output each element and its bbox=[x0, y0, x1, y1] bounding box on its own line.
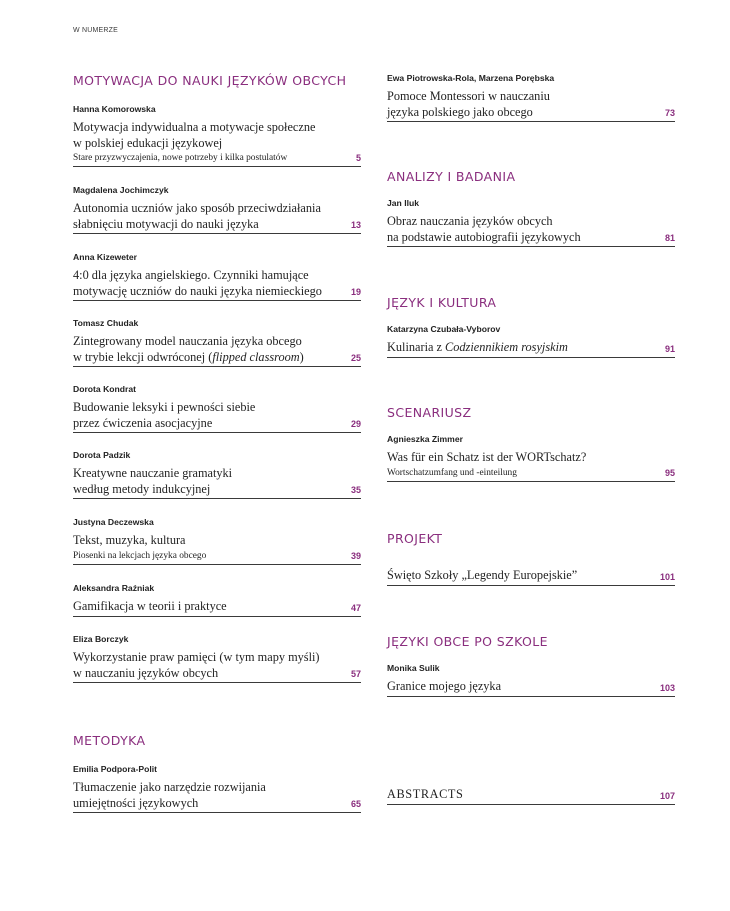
page-number: 57 bbox=[350, 669, 361, 679]
entry-author: Hanna Komorowska bbox=[73, 104, 156, 114]
toc-entry[interactable] bbox=[387, 568, 675, 586]
title-italic: Codziennikiem rosyjskim bbox=[445, 340, 568, 354]
entry-subtitle: Wortschatzumfang und -einteilung bbox=[387, 467, 517, 478]
entry-title-line: Was für ein Schatz ist der WORTschatz? bbox=[387, 450, 587, 464]
entry-title-line: 4:0 dla języka angielskiego. Czynniki hamujące bbox=[73, 268, 309, 282]
entry-title-line: Motywacja indywidualna a motywacje społeczne bbox=[73, 120, 316, 134]
entry-author: Justyna Deczewska bbox=[73, 517, 154, 527]
toc-entry[interactable] bbox=[73, 384, 361, 433]
section-title-metodyka: METODYKA bbox=[73, 733, 146, 748]
entry-title-line: języka polskiego jako obcego bbox=[387, 104, 533, 119]
entry-author: Eliza Borczyk bbox=[73, 634, 129, 644]
entry-title-line: Granice mojego języka bbox=[387, 679, 502, 693]
page-number: 5 bbox=[355, 153, 361, 163]
entry-title-line: umiejętności językowych bbox=[73, 795, 199, 810]
toc-entry[interactable] bbox=[73, 185, 361, 234]
toc-entry[interactable] bbox=[73, 450, 361, 499]
entry-title-line bbox=[73, 350, 333, 366]
page-number: 65 bbox=[350, 799, 361, 809]
entry-title-line: Obraz nauczania języków obcych bbox=[387, 214, 553, 228]
entry-title-line: na podstawie autobiografii językowych bbox=[387, 229, 581, 244]
page-number: 13 bbox=[350, 220, 361, 230]
toc-entry[interactable] bbox=[387, 663, 675, 697]
entry-author: Katarzyna Czubała-Vyborov bbox=[387, 324, 501, 334]
entry-title-line bbox=[387, 340, 647, 356]
toc-entry[interactable] bbox=[73, 318, 361, 367]
toc-entry[interactable] bbox=[73, 252, 361, 301]
toc-entry[interactable] bbox=[387, 324, 675, 358]
toc-entry[interactable] bbox=[73, 634, 361, 683]
page-number: 73 bbox=[664, 108, 675, 118]
toc-entry[interactable] bbox=[73, 517, 361, 565]
toc-entry[interactable] bbox=[73, 583, 361, 617]
entry-title-line: przez ćwiczenia asocjacyjne bbox=[73, 415, 213, 430]
entry-title-line: słabnięciu motywacji do nauki języka bbox=[73, 216, 259, 231]
page-number: 81 bbox=[664, 233, 675, 243]
entry-title-line: motywację uczniów do nauki języka niemieckiego bbox=[73, 283, 322, 298]
entry-author: Aleksandra Raźniak bbox=[73, 583, 155, 593]
title-italic: flipped classroom bbox=[212, 349, 300, 364]
entry-author: Jan Iluk bbox=[387, 198, 419, 208]
entry-author: Ewa Piotrowska-Rola, Marzena Porębska bbox=[387, 73, 555, 83]
page-number: 91 bbox=[664, 343, 675, 354]
entry-title-line: według metody indukcyjnej bbox=[73, 481, 211, 496]
section-title-analizy: ANALIZY I BADANIA bbox=[387, 169, 516, 184]
entry-author: Dorota Padzik bbox=[73, 450, 131, 460]
section-title-szkola: JĘZYKI OBCE PO SZKOLE bbox=[387, 634, 548, 649]
entry-subtitle: Stare przyzwyczajenia, nowe potrzeby i kilka postulatów bbox=[73, 153, 288, 163]
section-title-kultura: JĘZYK I KULTURA bbox=[387, 295, 497, 310]
toc-entry[interactable] bbox=[73, 764, 361, 813]
section-title-motywacja: MOTYWACJA DO NAUKI JĘZYKÓW OBCYCH bbox=[73, 73, 347, 88]
running-header: W NUMERZE bbox=[73, 27, 118, 34]
section-title-projekt: PROJEKT bbox=[387, 531, 443, 546]
page-number: 101 bbox=[659, 571, 675, 582]
page-number: 47 bbox=[350, 602, 361, 613]
toc-entry-abstracts[interactable] bbox=[387, 787, 675, 805]
entry-title-line: w polskiej edukacji językowej bbox=[73, 135, 223, 150]
toc-entry[interactable] bbox=[387, 434, 675, 482]
entry-author: Magdalena Jochimczyk bbox=[73, 185, 169, 195]
entry-title-line: Tekst, muzyka, kultura bbox=[73, 533, 186, 547]
page-number: 103 bbox=[659, 682, 675, 693]
entry-title-line: Autonomia uczniów jako sposób przeciwdziałania bbox=[73, 201, 321, 215]
entry-title-line: Święto Szkoły „Legendy Europejskie” bbox=[387, 568, 578, 582]
title-text: ) bbox=[299, 349, 304, 364]
entry-title-line: Zintegrowany model nauczania języka obcego bbox=[73, 334, 302, 348]
entry-author: Monika Sulik bbox=[387, 663, 440, 673]
title-text: Kulinaria z bbox=[387, 340, 446, 354]
entry-title-line: Budowanie leksyki i pewności siebie bbox=[73, 400, 256, 414]
entry-title-line: Wykorzystanie praw pamięci (w tym mapy myśli) bbox=[73, 650, 320, 664]
toc-entry[interactable] bbox=[387, 198, 675, 247]
page-number: 19 bbox=[350, 287, 361, 297]
page-number: 39 bbox=[350, 550, 361, 561]
entry-title-line: w nauczaniu języków obcych bbox=[73, 665, 219, 680]
page-number: 29 bbox=[350, 419, 361, 429]
entry-author: Dorota Kondrat bbox=[73, 384, 137, 394]
entry-author: Anna Kizeweter bbox=[73, 252, 137, 262]
title-text: w trybie lekcji odwróconej ( bbox=[73, 349, 213, 364]
entry-title-line: Gamifikacja w teorii i praktyce bbox=[73, 599, 227, 613]
entry-title-line: Tłumaczenie jako narzędzie rozwijania bbox=[73, 780, 266, 794]
toc-entry[interactable] bbox=[73, 104, 361, 167]
entry-subtitle: Piosenki na lekcjach języka obcego bbox=[73, 550, 207, 561]
entry-title-line: Kreatywne nauczanie gramatyki bbox=[73, 466, 233, 480]
entry-author: Agnieszka Zimmer bbox=[387, 434, 463, 444]
entry-author: Emilia Podpora-Polit bbox=[73, 764, 158, 774]
entry-author: Tomasz Chudak bbox=[73, 318, 139, 328]
entry-title-line: ABSTRACTS bbox=[387, 787, 464, 801]
page-number: 107 bbox=[659, 790, 675, 801]
page-number: 25 bbox=[350, 353, 361, 363]
toc-entry[interactable] bbox=[387, 73, 675, 122]
entry-title-line: Pomoce Montessori w nauczaniu bbox=[387, 89, 550, 103]
page-number: 95 bbox=[664, 467, 675, 478]
page-number: 35 bbox=[350, 485, 361, 495]
section-title-scenariusz: SCENARIUSZ bbox=[387, 405, 472, 420]
